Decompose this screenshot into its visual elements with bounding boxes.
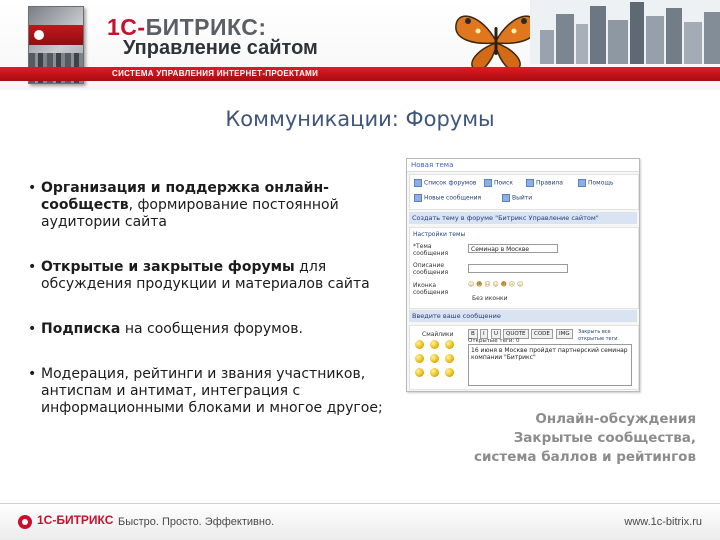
smiley-icon[interactable] xyxy=(430,340,439,349)
smiley-icon[interactable] xyxy=(430,354,439,363)
list-item xyxy=(28,366,390,417)
smiley-icon[interactable] xyxy=(445,354,454,363)
close-tags-link[interactable]: Закрыть все открытые теги xyxy=(578,329,618,342)
menu-item-logout[interactable]: Выйти xyxy=(502,194,532,202)
bullet-text: Модерация, рейтинги и звания участников, антиспам и антимат, интеграция с информационными блоками и многое другое; xyxy=(41,366,383,416)
italic-button[interactable]: I xyxy=(480,329,488,339)
list-item xyxy=(28,321,390,338)
quote-button[interactable]: QUOTE xyxy=(503,329,529,339)
open-tags-label: Открытые теги: 0 xyxy=(468,338,520,344)
smiley-icon[interactable] xyxy=(445,340,454,349)
bullet-marker: • xyxy=(28,259,37,275)
bullet-bold: Подписка xyxy=(41,321,121,337)
header-banner xyxy=(0,0,720,90)
create-topic-bar xyxy=(409,212,637,224)
brand-subtitle: Управление сайтом xyxy=(123,37,318,59)
tagline-bar xyxy=(0,67,720,81)
icon-label: Иконка сообщения xyxy=(413,282,449,296)
message-bar xyxy=(409,310,637,322)
menu-item-help[interactable]: Помощь xyxy=(578,179,614,187)
bullet-text: , формирование постоянной аудитории сайта xyxy=(41,197,339,230)
image-button[interactable]: IMG xyxy=(556,329,573,339)
footer xyxy=(0,503,720,540)
topic-label: *Тема сообщения xyxy=(413,243,449,257)
smiley-icon[interactable] xyxy=(445,368,454,377)
smiley-icon[interactable] xyxy=(430,368,439,377)
bullet-marker: • xyxy=(28,321,37,337)
forum-screenshot xyxy=(406,158,640,392)
code-button[interactable]: CODE xyxy=(531,329,553,339)
caption-line: Онлайн-обсуждения xyxy=(535,411,696,427)
topic-form xyxy=(409,227,639,309)
list-item xyxy=(28,259,390,293)
bullet-text: на сообщения форумов. xyxy=(120,321,303,337)
footer-slogan: Быстро. Просто. Эффективно. xyxy=(118,516,275,528)
description-label: Описание сообщения xyxy=(413,262,449,276)
bullet-marker: • xyxy=(28,366,37,382)
shot-menu xyxy=(409,174,639,210)
menu-item-search[interactable]: Поиск xyxy=(484,179,513,187)
list-item xyxy=(28,180,390,231)
bullet-bold: Организация и поддержка онлайн-сообществ xyxy=(41,180,329,213)
message-icon xyxy=(414,194,422,202)
no-icon-option[interactable]: Без иконки xyxy=(472,295,508,302)
shot-header xyxy=(407,159,639,172)
footer-brand: 1С-БИТРИКС xyxy=(37,513,114,527)
list-icon xyxy=(414,179,422,187)
caption-line: система баллов и рейтингов xyxy=(473,449,696,465)
bullet-bold: Открытые и закрытые форумы xyxy=(41,259,295,275)
bold-button[interactable]: B xyxy=(468,329,478,339)
menu-item-forums[interactable]: Список форумов xyxy=(414,179,476,187)
icon-choices[interactable]: ☺ ☻ ☹ ☺ ☻ ☹ ☺ xyxy=(468,281,524,288)
bullet-marker: • xyxy=(28,180,37,196)
help-icon xyxy=(578,179,586,187)
tagline: СИСТЕМА УПРАВЛЕНИЯ ИНТЕРНЕТ-ПРОЕКТАМИ xyxy=(112,69,319,78)
smiles-label: Смайлики xyxy=(422,331,454,338)
message-textarea[interactable]: 16 июня в Москве пройдет партнерский семинар компании "Битрикс" xyxy=(468,344,632,386)
menu-item-rules[interactable]: Правила xyxy=(526,179,563,187)
shot-title: Новая тема xyxy=(411,161,454,169)
bitrix-logo-icon xyxy=(18,515,32,529)
topic-input[interactable]: Семинар в Москве xyxy=(468,244,558,253)
rules-icon xyxy=(526,179,534,187)
city-skyline-image xyxy=(530,0,720,64)
feature-list xyxy=(28,180,390,445)
footer-url[interactable]: www.1c-bitrix.ru xyxy=(624,516,702,528)
smiley-icon[interactable] xyxy=(415,368,424,377)
brand-name: 1С-БИТРИКС: xyxy=(107,14,267,40)
caption-line: Закрытые сообщества, xyxy=(513,430,696,446)
smiley-icon[interactable] xyxy=(415,354,424,363)
slide-title: Коммуникации: Форумы xyxy=(225,107,495,131)
message-caption: Введите ваше сообщение xyxy=(412,312,501,320)
smiley-icon[interactable] xyxy=(415,340,424,349)
form-section-label: Настройки темы xyxy=(413,231,466,238)
logout-icon xyxy=(502,194,510,202)
underline-button[interactable]: U xyxy=(491,329,501,339)
menu-item-new-messages[interactable]: Новые сообщения xyxy=(414,194,481,202)
search-icon xyxy=(484,179,492,187)
message-editor xyxy=(409,325,639,390)
description-input[interactable] xyxy=(468,264,568,273)
create-topic-caption: Создать тему в форуме "Битрикс Управление сайтом" xyxy=(412,214,599,222)
screenshot-caption xyxy=(390,410,696,467)
bullet-text: для обсуждения продукции и материалов сайта xyxy=(41,259,370,292)
